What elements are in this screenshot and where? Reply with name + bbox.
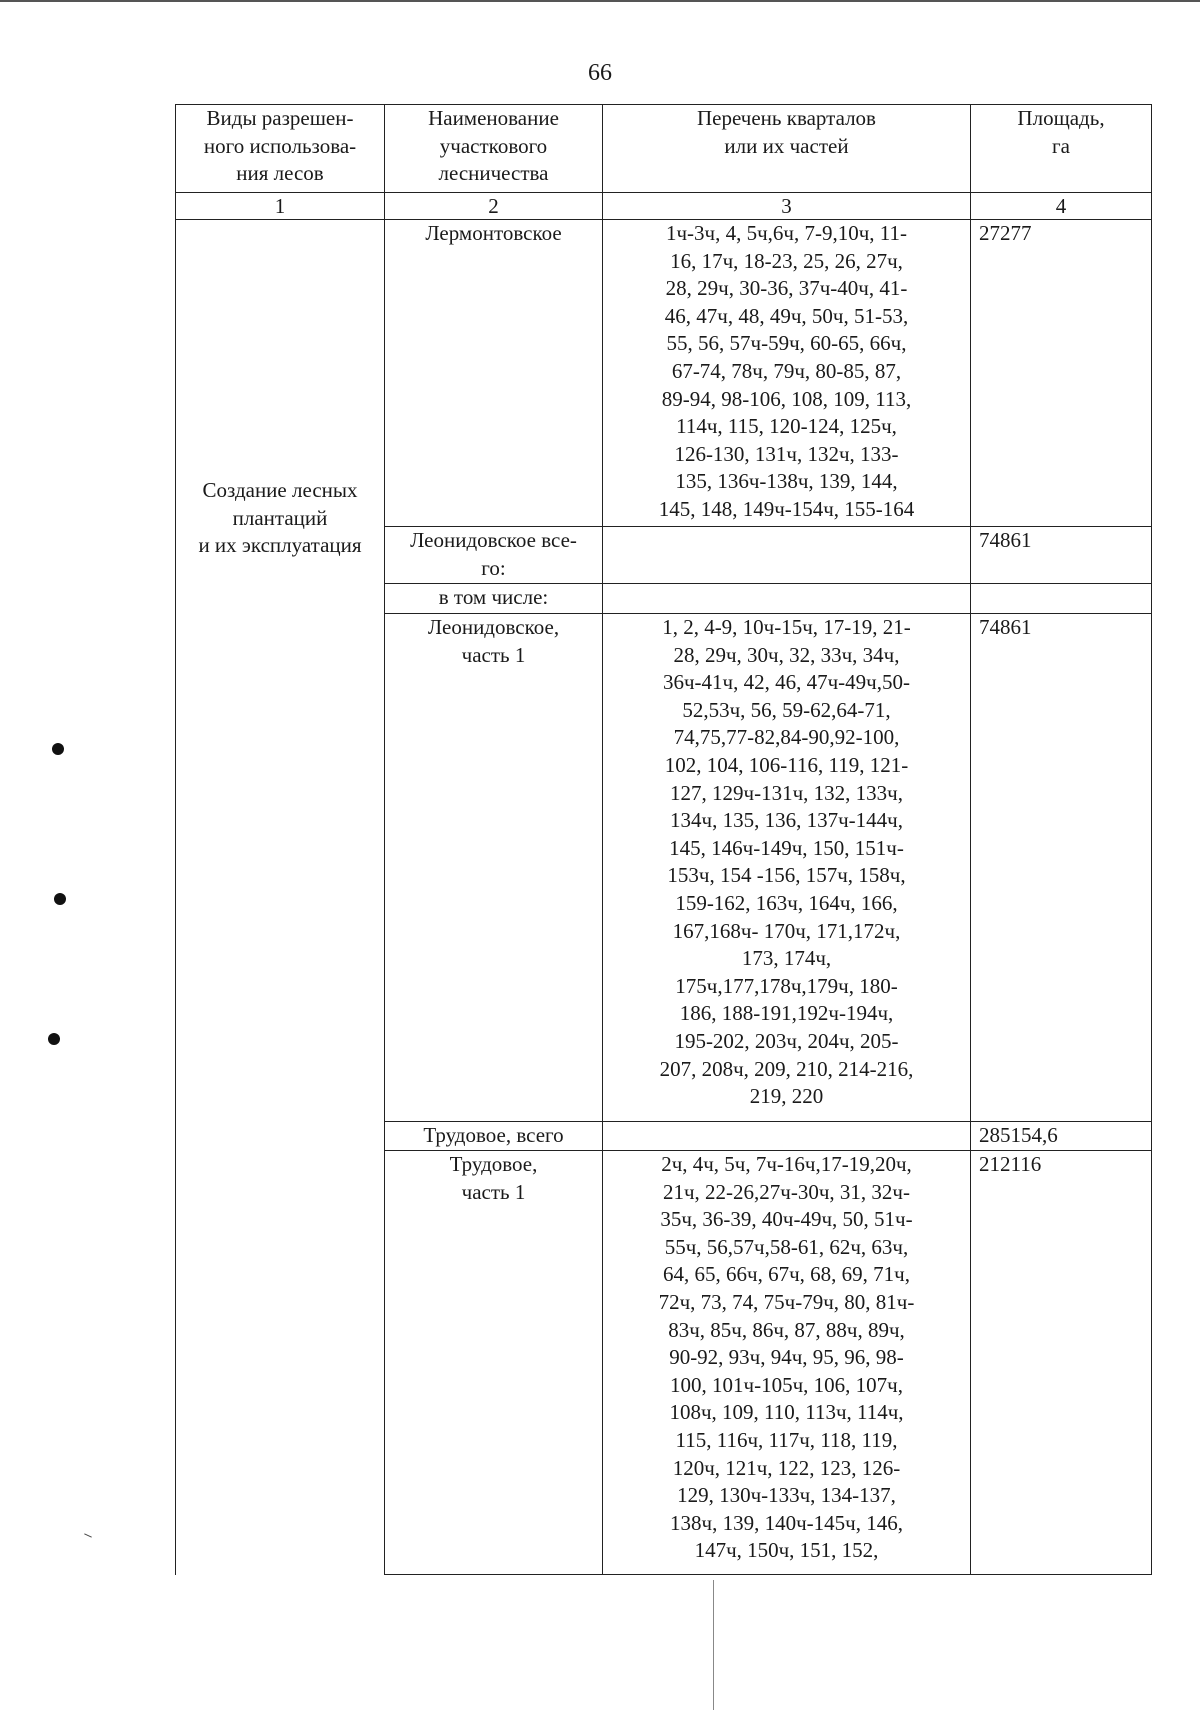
column-numbers-row bbox=[176, 193, 1152, 220]
page-number: 66 bbox=[588, 60, 612, 86]
column-number: 3 bbox=[603, 193, 971, 220]
top-border-line bbox=[0, 0, 1200, 2]
header-use-type: Виды разрешен- ного использова- ния лесов bbox=[176, 105, 385, 193]
use-type-text: Создание лесных плантаций и их эксплуатация bbox=[198, 478, 362, 558]
quarters-list bbox=[603, 527, 971, 584]
column-number: 2 bbox=[385, 193, 603, 220]
column-number: 1 bbox=[176, 193, 385, 220]
punch-hole-dot bbox=[48, 1033, 60, 1045]
area-value: 27277 bbox=[971, 220, 1152, 527]
header-area: Площадь, га bbox=[971, 105, 1152, 193]
area-value bbox=[971, 584, 1152, 614]
quarters-list bbox=[603, 584, 971, 614]
forestry-name: в том числе: bbox=[385, 584, 603, 614]
scan-speck bbox=[713, 1580, 714, 1710]
forestry-name: Трудовое, часть 1 bbox=[385, 1151, 603, 1575]
forestry-name: Леонидовское все- го: bbox=[385, 527, 603, 584]
table-header-row bbox=[176, 105, 1152, 193]
punch-hole-dot bbox=[52, 743, 64, 755]
area-value: 74861 bbox=[971, 614, 1152, 1122]
area-value: 212116 bbox=[971, 1151, 1152, 1575]
quarters-list: 2ч, 4ч, 5ч, 7ч-16ч,17-19,20ч, 21ч, 22-26,27ч-30ч, 31, 32ч- 35ч, 36-39, 40ч-49ч, 50, 51ч- 55ч, 56,57ч,58-61, 62ч, 63ч, 64, 65, 66ч, 67ч, 68, 69, 71ч, 72ч, 73, 74, 75ч-79ч, 80, 81ч- 83ч, 85ч, 86ч, 87, 88ч, 89ч, 90-92, 93ч, 94ч, 95, 96, 98- 100, 101ч-105ч, 106, 107ч, 108ч, 109, 110, 113ч, 114ч, 115, 116ч, 117ч, 118, 119, 120ч, 121ч, 122, 123, 126- 129, 130ч-133ч, 134-137, 138ч, 139, 140ч-145ч, 146, 147ч, 150ч, 151, 152, bbox=[603, 1151, 971, 1575]
header-forestry-name: Наименование участкового лесничества bbox=[385, 105, 603, 193]
punch-hole-dot bbox=[54, 893, 66, 905]
quarters-list bbox=[603, 1122, 971, 1151]
quarters-list: 1, 2, 4-9, 10ч-15ч, 17-19, 21- 28, 29ч, 30ч, 32, 33ч, 34ч, 36ч-41ч, 42, 46, 47ч-49ч,50- 52,53ч, 56, 59-62,64-71, 74,75,77-82,84-90,92-100, 102, 104, 106-116, 119, 121- 127, 129ч-131ч, 132, 133ч, 134ч, 135, 136, 137ч-144ч, 145, 146ч-149ч, 150, 151ч- 153ч, 154 -156, 157ч, 158ч, 159-162, 163ч, 164ч, 166, 167,168ч- 170ч, 171,172ч, 173, 174ч, 175ч,177,178ч,179ч, 180- 186, 188-191,192ч-194ч, 195-202, 203ч, 204ч, 205- 207, 208ч, 209, 210, 214-216, 219, 220 bbox=[603, 614, 971, 1122]
forestry-name: Трудовое, всего bbox=[385, 1122, 603, 1151]
header-quarters-list: Перечень кварталов или их частей bbox=[603, 105, 971, 193]
scan-speck bbox=[84, 1533, 92, 1537]
column-number: 4 bbox=[971, 193, 1152, 220]
forestry-name: Леонидовское, часть 1 bbox=[385, 614, 603, 1122]
area-value: 285154,6 bbox=[971, 1122, 1152, 1151]
use-type-cell bbox=[176, 220, 385, 1575]
forestry-name: Лермонтовское bbox=[385, 220, 603, 527]
table-row bbox=[176, 220, 1152, 527]
area-value: 74861 bbox=[971, 527, 1152, 584]
quarters-list: 1ч-3ч, 4, 5ч,6ч, 7-9,10ч, 11- 16, 17ч, 18-23, 25, 26, 27ч, 28, 29ч, 30-36, 37ч-40ч, 41- 46, 47ч, 48, 49ч, 50ч, 51-53, 55, 56, 57ч-59ч, 60-65, 66ч, 67-74, 78ч, 79ч, 80-85, 87, 89-94, 98-106, 108, 109, 113, 114ч, 115, 120-124, 125ч, 126-130, 131ч, 132ч, 133- 135, 136ч-138ч, 139, 144, 145, 148, 149ч-154ч, 155-164 bbox=[603, 220, 971, 527]
forest-quarters-table bbox=[175, 104, 1152, 1575]
